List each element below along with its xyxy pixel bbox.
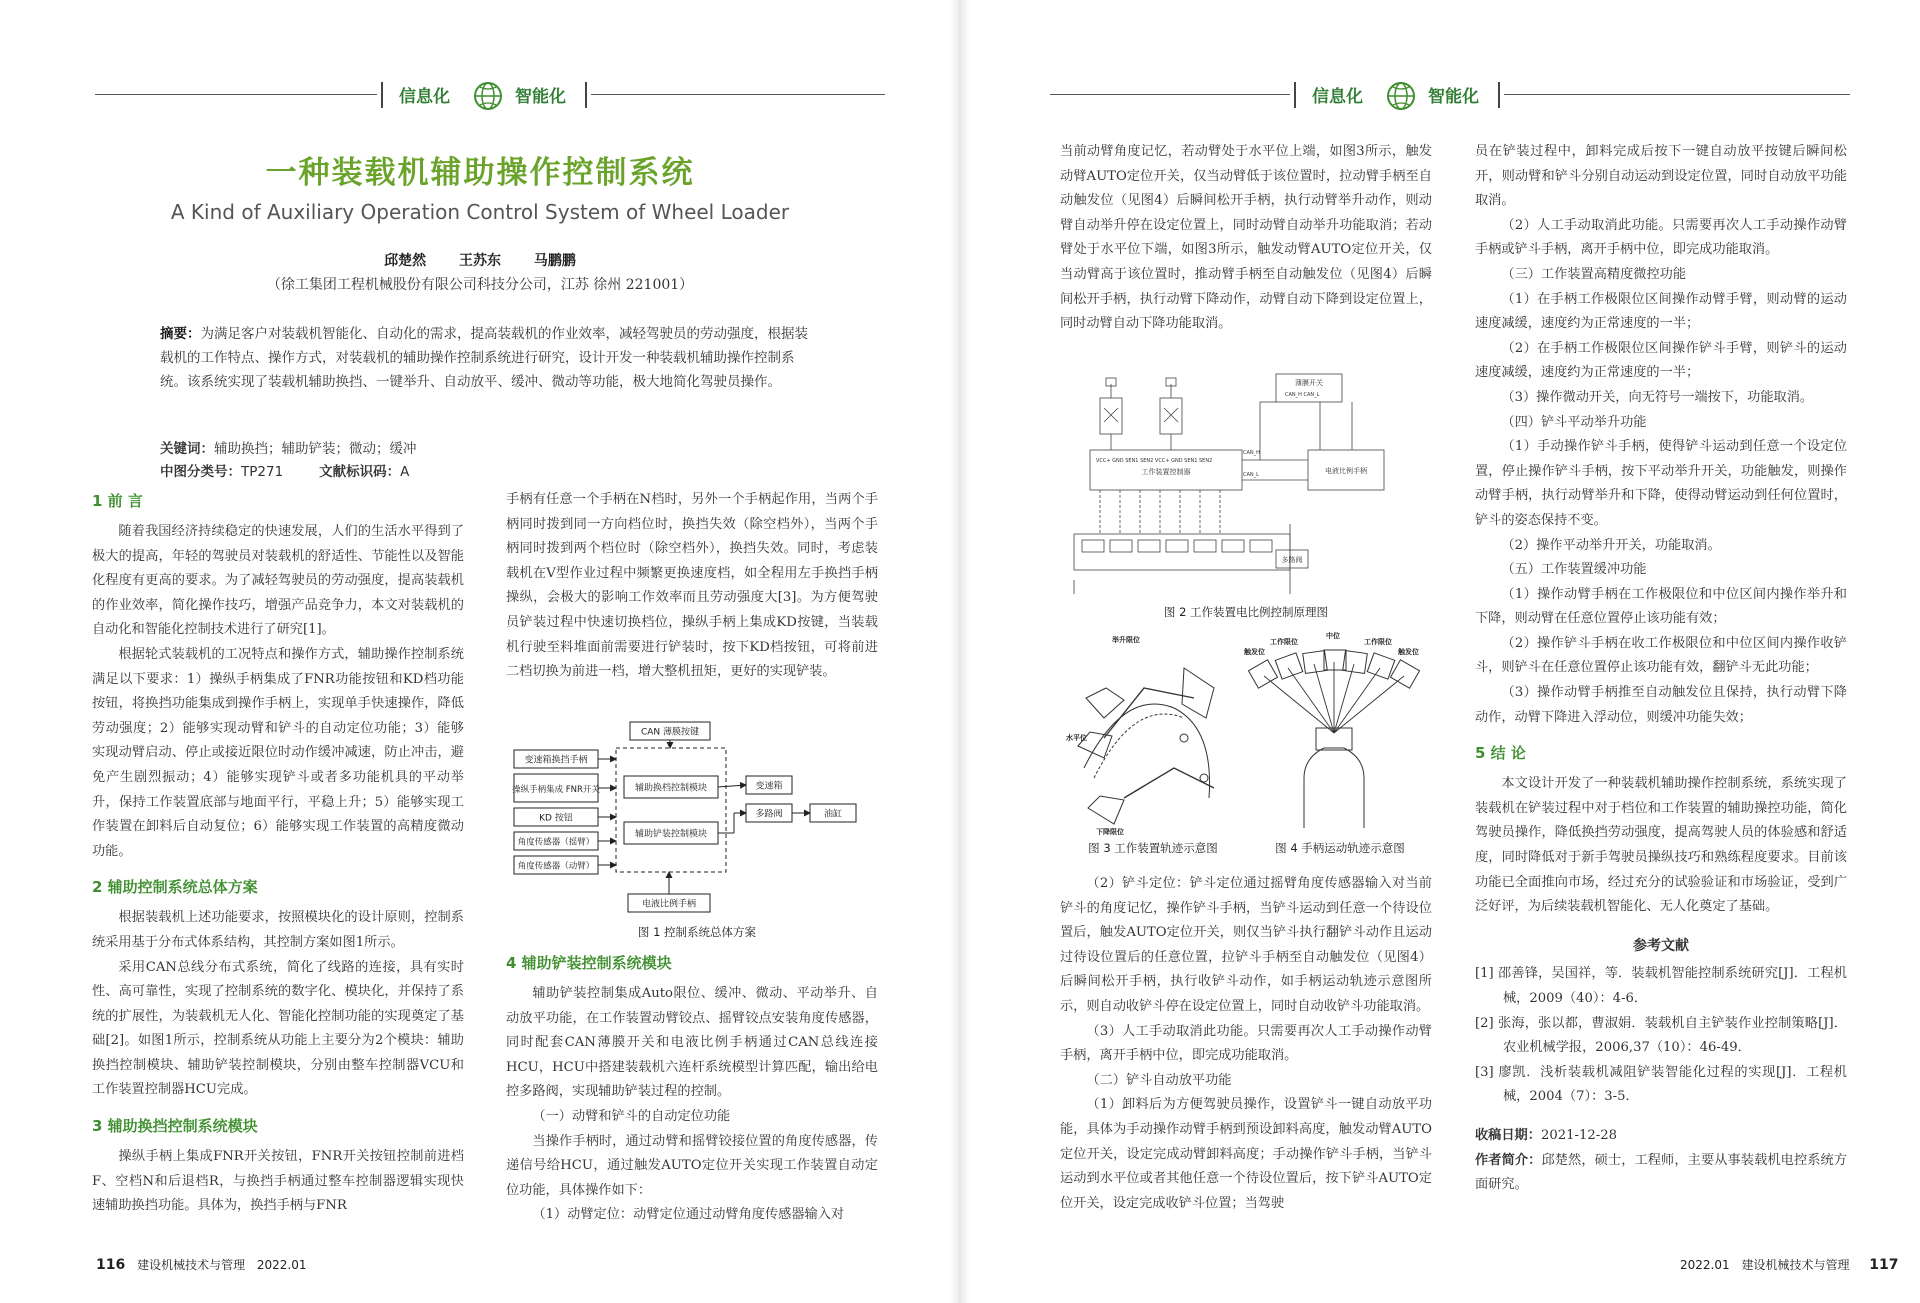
header-right-label: 智能化	[1428, 87, 1479, 107]
valve-coil-right	[1160, 378, 1182, 434]
paragraph: （3）人工手动取消此功能。只需要再次人工手动操作动臂手柄，离开手柄中位，即完成功能取消。	[1060, 1023, 1432, 1064]
header-rule	[1504, 94, 1850, 95]
header-left-label: 信息化	[1312, 87, 1363, 107]
label-gearbox: 变速箱	[755, 781, 783, 792]
left-column-2	[506, 488, 878, 685]
author-bio-label: 作者简介：	[1475, 1152, 1542, 1168]
header-rule	[1050, 94, 1290, 95]
figure-2-lines	[1074, 374, 1384, 594]
header-rule	[591, 94, 885, 95]
paragraph: （1）手动操作铲斗手柄，使得铲斗运动到任意一个设定位置，停止操作铲斗手柄，按下平动举升开关，功能触发，则操作动臂手柄，执行动臂举升和下降，使得动臂运动到任何位置时，铲斗的姿态保持不变。	[1475, 439, 1847, 528]
figure-2-diagram	[1060, 354, 1432, 594]
clc-value: TP271	[241, 464, 284, 480]
received-date	[1475, 1124, 1847, 1149]
figure-1-diagram	[512, 718, 882, 918]
section-heading: 3 辅助换挡控制系统模块	[92, 1117, 258, 1136]
keywords-block	[160, 438, 810, 484]
doc-value: A	[400, 464, 410, 480]
paragraph: 当前动臂角度记忆，若动臂处于水平位上端，如图3所示，触发动臂AUTO定位开关，仅当动臂低于该位置时，拉动臂手柄至自动触发位（见图4）后瞬间松开手柄，执行动臂举升动作，则动臂自动举升停在设定位置上，同时动臂自动举升功能取消；若动臂处于水平位下端，如图3所示，触发动臂AUTO定位开关，仅当动臂高于该位置时，推动臂手柄至自动触发位（见图4）后瞬间松开手柄，执行动臂下降动作，动臂自动下降到设定位置上，同时动臂自动下降功能取消。	[1060, 144, 1432, 332]
label-work-limit-2: 工作限位	[1364, 638, 1392, 646]
article-title: 一种装载机辅助操作控制系统	[265, 155, 695, 191]
header-bar	[381, 82, 383, 108]
label-angle1: 角度传感器（摇臂）	[517, 837, 595, 848]
right-footer	[1680, 1256, 1907, 1273]
section-heading: 4 辅助铲装控制系统模块	[506, 954, 672, 972]
label-trigger-2: 触发位	[1398, 648, 1419, 656]
classification-line	[160, 461, 810, 484]
handle-base	[1304, 748, 1364, 828]
label-switch: 薄膜开关	[1295, 379, 1323, 387]
header-bar	[1294, 82, 1296, 108]
svg-text:CAN_H CAN_L: CAN_H CAN_L	[1285, 392, 1320, 398]
subheading: （五）工作装置缓冲功能	[1501, 562, 1647, 578]
paragraph: 手柄有任意一个手柄在N档时，另外一个手柄起作用，当两个手柄同时拨到同一方向档位时，换挡失效（除空档外），当两个手柄同时拨到两个档位时（除空档外），换挡失效。同时，考虑装载机在V型作业过程中频繁更换速度档，如全程用左手换挡手柄操纵，会极大的影响工作效率而且劳动强度大[3]。为方便驾驶员铲装过程中快速切换档位，操纵手柄上集成KD按键，当装载机行驶至料堆面前需要进行铲装时，按下KD档按钮，可将前进二档切换为前进一档，增大整机扭矩，更好的实现铲装。	[506, 492, 878, 680]
paragraph: （2）人工手动取消此功能。只需要再次人工手动操作动臂手柄或铲斗手柄，离开手柄中位，即完成功能取消。	[1475, 217, 1847, 258]
header-left-label: 信息化	[399, 87, 450, 107]
label-controller: 工作装置控制器	[1141, 468, 1191, 476]
reference-item: [2] 张海，张以都，曹淑娟．装载机自主铲装作业控制策略[J]．农业机械学报，2006,37（10）：46-49．	[1475, 1015, 1847, 1056]
author: 邱楚然	[384, 253, 427, 269]
label-handle: 电液比例手柄	[1325, 467, 1367, 475]
label-level: 水平位	[1066, 734, 1087, 742]
paragraph: 根据装载机上述功能要求，按照模块化的设计原则，控制系统采用基于分布式体系结构，其控制方案如图1所示。	[92, 910, 464, 950]
svg-text:CAN_L: CAN_L	[1243, 472, 1259, 478]
label-gear-module: 辅助换档控制模块	[634, 783, 708, 794]
author-bio-text: 邱楚然，硕士，工程师，主要从事装载机电控系统方面研究。	[1475, 1152, 1848, 1193]
left-header	[95, 78, 885, 112]
authors	[150, 250, 810, 270]
left-footer	[88, 1256, 307, 1273]
label-cylinder: 油缸	[823, 809, 843, 820]
bucket-bottom	[1088, 796, 1124, 824]
subheading: （二）铲斗自动放平功能	[1086, 1072, 1232, 1088]
figure-2-caption: 图 2 工作装置电比例控制原理图	[1163, 605, 1329, 619]
paragraph: 员在铲装过程中，卸料完成后按下一键自动放平按键后瞬间松开，则动臂和铲斗分别自动运动到设定位置，同时自动放平功能取消。	[1475, 144, 1847, 209]
paragraph: 根据轮式装载机的工况特点和操作方式，辅助操作控制系统满足以下要求：1）操纵手柄集成了FNR功能按钮和KD档功能按钮，将换挡功能集成到操作手柄上，实现单手快速操作，降低劳动强度；2）能够实现动臂和铲斗的自动定位功能；3）能够实现动臂启动、停止或接近限位时动作缓冲减速，防止冲击，避免产生剧烈振动；4）能够实现铲斗或者多功能机具的平动举升，保持工作装置底部与地面平行，平稳上升；5）能够实现工作装置在卸料后自动复位；6）能够实现工作装置的高精度微动功能。	[92, 646, 464, 859]
header-right-label: 智能化	[515, 87, 566, 107]
label-lower-limit: 下降限位	[1096, 828, 1124, 836]
label-fnr: 操纵手柄集成 FNR开关	[512, 785, 600, 795]
affiliation: （徐工集团工程机械股份有限公司科技分公司，江苏 徐州 221001）	[266, 277, 694, 293]
paragraph: （2）在手柄工作极限位区间操作铲斗手臂，则铲斗的运动速度减缓，速度约为正常速度的一半；	[1475, 340, 1847, 381]
page-number: 116	[96, 1257, 126, 1273]
references-title: 参考文献	[1633, 937, 1689, 954]
paragraph: 随着我国经济持续稳定的快速发展，人们的生活水平得到了极大的提高，年轻的驾驶员对装载机的舒适性、节能性以及智能化程度有更高的要求。为了减轻驾驶员的劳动强度，提高装载机的作业效率，简化操作技巧，增强产品竞争力，本文对装载机的自动化和智能化控制技术进行了研究[1]。	[92, 524, 464, 638]
figure-1-caption: 图 1 控制系统总体方案	[637, 925, 757, 939]
label-lift-limit: 举升限位	[1112, 636, 1140, 644]
author-bio	[1475, 1149, 1847, 1198]
label-trigger-1: 触发位	[1244, 648, 1265, 656]
paragraph: （1）动臂定位：动臂定位通过动臂角度传感器输入对	[532, 1207, 845, 1223]
author: 王苏东	[459, 253, 501, 269]
doc-label: 文献标识码：	[319, 464, 401, 480]
reference-item: [3] 廖凯．浅析装载机减阻铲装智能化过程的实现[J]．工程机械，2004（7）：3-5．	[1475, 1064, 1847, 1105]
section-heading: 2 辅助控制系统总体方案	[92, 878, 258, 897]
article-title-en: A Kind of Auxiliary Operation Control System of Wheel Loader	[170, 200, 790, 224]
paragraph: （2）操作铲斗手柄在收工作极限位和中位区间内操作收铲斗，则铲斗在任意位置停止该功能有效，翻铲斗无此功能；	[1475, 635, 1847, 676]
paragraph: 采用CAN总线分布式系统，简化了线路的连接，具有实时性、高可靠性，实现了控制系统的数字化、模块化，并保持了系统的扩展性，为装载机无人化、智能化控制功能的实现奠定了基础[2]。如图1所示，控制系统从功能上主要分为2个模块：辅助换挡控制模块、辅助铲装控制模块，分别由整车控制器VCU和工作装置控制器HCU完成。	[92, 959, 464, 1098]
right-column-1	[1060, 140, 1432, 337]
handle-track	[1264, 676, 1334, 733]
clc-label: 中图分类号：	[160, 464, 241, 480]
header-rule	[95, 94, 377, 95]
svg-text:VCC+ GND SEN1 SEN2 VCC+ G: VCC+ GND SEN1 SEN2 VCC+ GND SEN1 SEN2	[1096, 458, 1213, 464]
abstract-text: 为满足客户对装载机智能化、自动化的需求，提高装载机的作业效率，减轻驾驶员的劳动强度，根据装载机的工作特点、操作方式，对装载机的辅助操作控制系统进行研究，设计开发一种装载机辅助操作控制系统。该系统实现了装载机辅助换挡、一键举升、自动放平、缓冲、微动等功能，极大地简化驾驶员操作。	[160, 326, 808, 390]
paragraph: 辅助铲装控制集成Auto限位、缓冲、微动、平动举升、自动放平功能，在工作装置动臂铰点、摇臂铰点安装角度传感器，同时配套CAN薄膜开关和电液比例手柄通过CAN总线连接HCU，HCU中搭建装载机六连杆系统模型计算匹配，输出给电控多路阀，实现辅助铲装过程的控制。	[506, 986, 878, 1100]
journal-name: 建设机械技术与管理	[1741, 1258, 1850, 1272]
label-shift: 变速箱换挡手柄	[524, 755, 588, 766]
header-bar	[585, 82, 587, 108]
paragraph: （1）操作动臂手柄在工作极限位和中位区间内操作举升和下降，则动臂在任意位置停止该功能有效；	[1475, 586, 1847, 627]
abstract	[160, 322, 810, 394]
author: 马鹏鹏	[533, 253, 576, 269]
paragraph: （3）操作微动开关，向无符号一端按下，功能取消。	[1501, 389, 1814, 405]
keywords-text: 辅助换挡；辅助铲装；微动；缓冲	[214, 441, 417, 457]
label-angle2: 角度传感器（动臂）	[517, 861, 595, 872]
received-value: 2021-12-28	[1540, 1127, 1617, 1143]
label-handle: 电液比例手柄	[641, 899, 697, 910]
paragraph: 当操作手柄时，通过动臂和摇臂铰接位置的角度传感器，传递信号给HCU，通过触发AUTO定位开关实现工作装置自动定位功能，具体操作如下：	[506, 1133, 878, 1198]
label-work-limit-1: 工作限位	[1270, 638, 1298, 646]
label-multi: 多路阀	[1281, 556, 1303, 564]
left-column-1	[92, 488, 464, 1219]
svg-text:CAN_H: CAN_H	[1243, 450, 1260, 456]
paragraph: （2）铲斗定位：铲斗定位通过摇臂角度传感器输入对当前铲斗的角度记忆，操作铲斗手柄，当铲斗运动到任意一个待设位置后，触发AUTO定位开关，则仅当铲斗执行翻铲斗动作且运动过待设位置后的任意位置，拉铲斗手柄至自动触发位（见图4）后瞬间松开手柄，执行收铲斗动作，如手柄运动轨迹示意图所示，则自动收铲斗停在设定位置上，同时自动收铲斗功能取消。	[1060, 876, 1432, 1014]
right-column-2	[1475, 140, 1847, 1198]
label-valve: 多路阀	[755, 809, 783, 820]
right-header	[1050, 78, 1850, 112]
bucket-top	[1086, 688, 1124, 718]
subheading: （四）铲斗平动举升功能	[1501, 414, 1647, 430]
label-bucket-module: 辅助铲装控制模块	[634, 829, 708, 840]
paragraph: （3）操作动臂手柄推至自动触发位且保持，执行动臂下降动作，动臂下降进入浮动位，则缓冲功能失效；	[1475, 685, 1847, 725]
right-column-1-bottom	[1060, 872, 1432, 1216]
keywords-line	[160, 438, 810, 461]
label-kd: KD 按钮	[539, 813, 573, 824]
journal-issue: 2022.01	[256, 1258, 307, 1272]
abstract-label: 摘要：	[160, 326, 201, 342]
section-heading: 1 前 言	[92, 492, 143, 510]
left-column-2-bottom	[506, 950, 878, 1228]
journal-issue: 2022.01	[1680, 1258, 1730, 1272]
paragraph: 操纵手柄上集成FNR开关按钮，FNR开关按钮控制前进档F、空档N和后退档R，与换挡手柄通过整车控制器逻辑实现快速辅助换挡功能。具体为，换挡手柄与FNR	[92, 1149, 464, 1214]
valve-coil-left	[1100, 378, 1122, 434]
figure-3-diagram	[1064, 628, 1234, 838]
section-heading: 5 结 论	[1475, 744, 1526, 763]
paragraph: （2）操作平动举升开关，功能取消。	[1501, 537, 1721, 553]
label-center: 中位	[1326, 632, 1340, 640]
keywords-label: 关键词：	[160, 441, 214, 457]
journal-name: 建设机械技术与管理	[137, 1258, 246, 1272]
received-label: 收稿日期：	[1475, 1127, 1541, 1143]
figure-4-caption: 图 4 手柄运动轨迹示意图	[1275, 841, 1405, 855]
page-number: 117	[1869, 1257, 1899, 1273]
paragraph: （1）卸料后为方便驾驶员操作，设置铲斗一键自动放平功能，具体为手动操作动臂手柄到预设卸料高度，触发动臂AUTO定位开关，设定完成动臂卸料高度；手动操作铲斗手柄，当铲斗运动到水平位或者其他任意一个待设位置后，按下铲斗AUTO定位开关，设定完成收铲斗位置；当驾驶	[1060, 1097, 1432, 1211]
figure-4-diagram	[1244, 628, 1432, 838]
paragraph: 本文设计开发了一种装载机辅助操作控制系统，系统实现了装载机在铲装过程中对于档位和工作装置的辅助操控功能，简化驾驶员操作，降低换挡劳动强度，提高驾驶人员的体验感和舒适度，同时降低对于新手驾驶员操纵技巧和熟练程度要求。目前该功能已全面推向市场，经过充分的试验验证和市场验证，受到广泛好评，为后续装载机智能化、无人化奠定了基础。	[1475, 776, 1847, 915]
figure-3-caption: 图 3 工作装置轨迹示意图	[1088, 841, 1218, 855]
paragraph: （1）在手柄工作极限位区间操作动臂手臂，则动臂的运动速度减缓，速度约为正常速度的一半；	[1475, 291, 1847, 332]
subheading: （三）工作装置高精度微控功能	[1501, 266, 1687, 282]
reference-item: [1] 邵善锋，吴国祥，等．装载机智能控制系统研究[J]．工程机械，2009（40）：4-6．	[1475, 966, 1847, 1006]
globe-icon	[472, 80, 504, 112]
subheading: （一）动臂和铲斗的自动定位功能	[532, 1108, 731, 1124]
globe-icon	[1385, 80, 1417, 112]
header-bar	[1498, 82, 1500, 108]
controller-dashed-frame	[616, 748, 726, 872]
right-page	[960, 0, 1920, 1303]
label-can: CAN 薄膜按键	[640, 727, 700, 738]
